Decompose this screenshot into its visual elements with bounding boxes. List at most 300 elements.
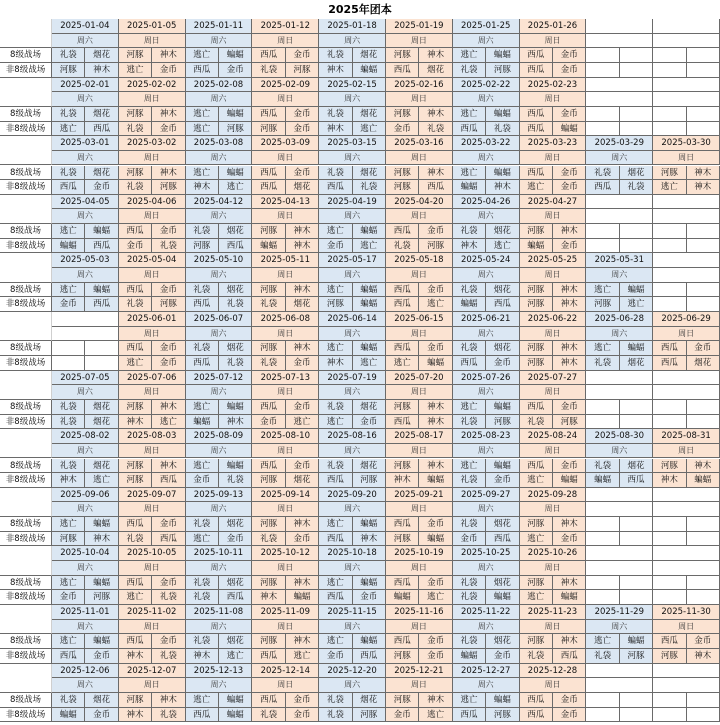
- weekday-cell: 周日: [119, 268, 186, 283]
- tier8-event-cell: 金币: [553, 166, 586, 181]
- non-tier8-event-cell: 蝙蝠: [453, 649, 486, 664]
- non-tier8-event-cell: 河豚: [353, 473, 386, 488]
- tier8-event-cell: 烟花: [219, 283, 252, 298]
- date-cell: 2025-02-22: [453, 78, 520, 93]
- date-cell: 2025-07-26: [453, 371, 520, 386]
- non-tier8-event-cell: 礼袋: [219, 297, 252, 312]
- tier8-event-cell: 河豚: [520, 224, 553, 239]
- tier8-event-cell: 神木: [419, 459, 452, 474]
- tier8-event-cell: 河豚: [520, 634, 553, 649]
- non-tier8-event-cell: 西瓜: [520, 63, 553, 78]
- weekday-cell: 周六: [319, 92, 386, 107]
- non-tier8-event-cell: 逃亡: [85, 473, 118, 488]
- date-cell: 2025-07-06: [119, 371, 186, 386]
- tier8-event-cell: 烟花: [353, 48, 386, 63]
- non-tier8-event-cell: 神木: [85, 63, 118, 78]
- non-tier8-event-cell: 河豚: [353, 708, 386, 723]
- non-tier8-event-cell: 逃亡: [520, 180, 553, 195]
- date-cell: 2025-06-15: [386, 312, 453, 327]
- tier8-event-cell: 神木: [152, 166, 185, 181]
- weekday-cell: 周日: [119, 385, 186, 400]
- tier8-event-cell: 神木: [687, 459, 720, 474]
- tier8-event-cell: 河豚: [252, 341, 285, 356]
- empty-cell: [586, 63, 619, 78]
- tier8-event-cell: 蝙蝠: [85, 576, 118, 591]
- non-tier8-event-cell: 逃亡: [219, 180, 252, 195]
- date-cell: 2025-02-23: [520, 78, 587, 93]
- tier8-event-cell: 金币: [152, 341, 185, 356]
- empty-cell: [586, 400, 619, 415]
- non-tier8-event-cell: 金币: [553, 180, 586, 195]
- non-tier8-event-cell: 礼袋: [486, 122, 519, 137]
- weekday-cell: 周六: [186, 620, 253, 635]
- tier8-event-cell: 逃亡: [52, 517, 85, 532]
- tier8-event-cell: 金币: [553, 693, 586, 708]
- empty-cell: [687, 517, 720, 532]
- date-cell: 2025-09-07: [119, 488, 186, 503]
- tier8-event-cell: 西瓜: [252, 459, 285, 474]
- tier8-event-cell: 西瓜: [252, 166, 285, 181]
- tier8-event-cell: 逃亡: [186, 107, 219, 122]
- tier8-event-cell: 河豚: [653, 459, 686, 474]
- non-tier8-event-cell: 礼袋: [520, 649, 553, 664]
- date-cell: 2025-06-08: [252, 312, 319, 327]
- row-label-tier8: 8级战场: [0, 400, 52, 415]
- non-tier8-event-cell: 礼袋: [252, 297, 285, 312]
- date-cell: 2025-08-02: [52, 429, 119, 444]
- tier8-event-cell: 河豚: [386, 107, 419, 122]
- non-tier8-event-cell: 河豚: [186, 239, 219, 254]
- non-tier8-event-cell: 神木: [419, 415, 452, 430]
- weekday-cell: 周日: [386, 444, 453, 459]
- tier8-event-cell: 神木: [553, 283, 586, 298]
- tier8-event-cell: 烟花: [353, 459, 386, 474]
- non-tier8-event-cell: 河豚: [419, 239, 452, 254]
- non-tier8-event-cell: 蝙蝠: [486, 590, 519, 605]
- non-tier8-event-cell: 金币: [553, 708, 586, 723]
- tier8-event-cell: 神木: [286, 341, 319, 356]
- non-tier8-event-cell: 西瓜: [186, 356, 219, 371]
- tier8-event-cell: 西瓜: [119, 283, 152, 298]
- weekday-cell: 周日: [119, 444, 186, 459]
- empty-cell: [687, 122, 720, 137]
- empty-cell: [620, 400, 653, 415]
- tier8-event-cell: 礼袋: [186, 283, 219, 298]
- non-tier8-event-cell: 西瓜: [219, 590, 252, 605]
- date-cell: 2025-02-08: [186, 78, 253, 93]
- empty-cell: [52, 356, 85, 371]
- non-tier8-event-cell: 烟花: [687, 356, 720, 371]
- date-cell: 2025-10-26: [520, 546, 587, 561]
- non-tier8-event-cell: 河豚: [520, 297, 553, 312]
- empty-cell: [653, 224, 686, 239]
- date-cell: 2025-12-27: [453, 664, 520, 679]
- empty-cell: [653, 268, 720, 283]
- tier8-event-cell: 金币: [553, 48, 586, 63]
- non-tier8-event-cell: 逃亡: [520, 590, 553, 605]
- date-cell: 2025-08-10: [252, 429, 319, 444]
- date-cell: 2025-01-25: [453, 19, 520, 34]
- non-tier8-event-cell: 逃亡: [119, 590, 152, 605]
- non-tier8-event-cell: 神木: [319, 63, 352, 78]
- date-cell: 2025-11-30: [653, 605, 720, 620]
- date-cell: 2025-10-12: [252, 546, 319, 561]
- date-cell: 2025-06-01: [119, 312, 186, 327]
- tier8-event-cell: 河豚: [119, 459, 152, 474]
- empty-cell: [653, 63, 686, 78]
- empty-cell: [586, 693, 619, 708]
- tier8-event-cell: 金币: [419, 224, 452, 239]
- empty-cell: [653, 283, 686, 298]
- non-tier8-event-cell: 逃亡: [286, 415, 319, 430]
- empty-cell: [620, 708, 653, 723]
- non-tier8-event-cell: 礼袋: [152, 708, 185, 723]
- tier8-event-cell: 河豚: [252, 576, 285, 591]
- empty-cell: [653, 92, 720, 107]
- weekday-cell: 周日: [386, 502, 453, 517]
- label-spacer: [0, 605, 52, 634]
- weekday-cell: 周日: [653, 444, 720, 459]
- tier8-event-cell: 逃亡: [319, 634, 352, 649]
- row-label-non-tier8: 非8级战场: [0, 356, 52, 371]
- non-tier8-event-cell: 神木: [353, 532, 386, 547]
- tier8-event-cell: 金币: [152, 283, 185, 298]
- non-tier8-event-cell: 礼袋: [453, 415, 486, 430]
- non-tier8-event-cell: 河豚: [319, 297, 352, 312]
- date-cell: 2025-12-07: [119, 664, 186, 679]
- date-cell: 2025-02-02: [119, 78, 186, 93]
- date-cell: 2025-03-02: [119, 136, 186, 151]
- tier8-event-cell: 金币: [152, 634, 185, 649]
- tier8-event-cell: 西瓜: [520, 48, 553, 63]
- non-tier8-event-cell: 西瓜: [453, 356, 486, 371]
- non-tier8-event-cell: 蝙蝠: [453, 180, 486, 195]
- non-tier8-event-cell: 河豚: [620, 649, 653, 664]
- weekday-cell: 周六: [52, 385, 119, 400]
- non-tier8-event-cell: 西瓜: [319, 532, 352, 547]
- date-cell: 2025-09-14: [252, 488, 319, 503]
- empty-cell: [653, 532, 686, 547]
- empty-cell: [52, 312, 119, 327]
- non-tier8-event-cell: 西瓜: [553, 649, 586, 664]
- non-tier8-event-cell: 蝙蝠: [553, 122, 586, 137]
- date-cell: 2025-11-16: [386, 605, 453, 620]
- tier8-event-cell: 蝙蝠: [219, 107, 252, 122]
- tier8-event-cell: 礼袋: [586, 166, 619, 181]
- tier8-event-cell: 礼袋: [453, 634, 486, 649]
- row-label-non-tier8: 非8级战场: [0, 649, 52, 664]
- non-tier8-event-cell: 河豚: [386, 649, 419, 664]
- tier8-event-cell: 蝙蝠: [219, 166, 252, 181]
- weekday-cell: 周六: [52, 34, 119, 49]
- tier8-event-cell: 蝙蝠: [85, 283, 118, 298]
- non-tier8-event-cell: 西瓜: [453, 122, 486, 137]
- non-tier8-event-cell: 烟花: [286, 297, 319, 312]
- tier8-event-cell: 蝙蝠: [85, 634, 118, 649]
- weekday-cell: 周日: [252, 502, 319, 517]
- non-tier8-event-cell: 蝙蝠: [186, 415, 219, 430]
- non-tier8-event-cell: 蝙蝠: [353, 297, 386, 312]
- date-cell: 2025-09-13: [186, 488, 253, 503]
- empty-cell: [653, 561, 720, 576]
- non-tier8-event-cell: 金币: [486, 473, 519, 488]
- tier8-event-cell: 烟花: [486, 576, 519, 591]
- date-cell: 2025-07-13: [252, 371, 319, 386]
- empty-cell: [586, 34, 653, 49]
- tier8-event-cell: 礼袋: [52, 400, 85, 415]
- date-cell: 2025-10-25: [453, 546, 520, 561]
- non-tier8-event-cell: 礼袋: [52, 415, 85, 430]
- non-tier8-event-cell: 西瓜: [353, 649, 386, 664]
- non-tier8-event-cell: 西瓜: [219, 239, 252, 254]
- tier8-event-cell: 河豚: [252, 517, 285, 532]
- tier8-event-cell: 礼袋: [52, 459, 85, 474]
- non-tier8-event-cell: 金币: [85, 180, 118, 195]
- non-tier8-event-cell: 蝙蝠: [353, 63, 386, 78]
- date-cell: 2025-04-12: [186, 195, 253, 210]
- empty-cell: [653, 590, 686, 605]
- non-tier8-event-cell: 礼袋: [252, 532, 285, 547]
- tier8-event-cell: 烟花: [353, 400, 386, 415]
- empty-cell: [620, 415, 653, 430]
- weekday-cell: 周六: [319, 444, 386, 459]
- tier8-event-cell: 蝙蝠: [353, 517, 386, 532]
- empty-cell: [687, 532, 720, 547]
- empty-cell: [620, 224, 653, 239]
- date-cell: 2025-08-03: [119, 429, 186, 444]
- tier8-event-cell: 烟花: [486, 341, 519, 356]
- weekday-cell: 周六: [319, 327, 386, 342]
- empty-cell: [586, 415, 619, 430]
- non-tier8-event-cell: 蝙蝠: [553, 590, 586, 605]
- non-tier8-event-cell: 神木: [52, 473, 85, 488]
- tier8-event-cell: 逃亡: [319, 283, 352, 298]
- non-tier8-event-cell: 河豚: [52, 532, 85, 547]
- tier8-event-cell: 西瓜: [119, 341, 152, 356]
- non-tier8-event-cell: 西瓜: [186, 297, 219, 312]
- date-cell: 2025-12-20: [319, 664, 386, 679]
- date-cell: 2025-03-01: [52, 136, 119, 151]
- tier8-event-cell: 金币: [687, 341, 720, 356]
- date-cell: 2025-06-29: [653, 312, 720, 327]
- date-cell: 2025-12-13: [186, 664, 253, 679]
- tier8-event-cell: 西瓜: [119, 576, 152, 591]
- empty-cell: [620, 63, 653, 78]
- tier8-event-cell: 河豚: [386, 400, 419, 415]
- tier8-event-cell: 西瓜: [653, 634, 686, 649]
- empty-cell: [586, 517, 619, 532]
- empty-cell: [687, 708, 720, 723]
- row-label-tier8: 8级战场: [0, 576, 52, 591]
- empty-cell: [586, 488, 653, 503]
- tier8-event-cell: 烟花: [486, 634, 519, 649]
- date-cell: 2025-09-20: [319, 488, 386, 503]
- weekday-cell: 周六: [453, 561, 520, 576]
- tier8-event-cell: 神木: [419, 400, 452, 415]
- empty-cell: [586, 532, 619, 547]
- empty-cell: [586, 561, 653, 576]
- non-tier8-event-cell: 逃亡: [353, 356, 386, 371]
- non-tier8-event-cell: 神木: [553, 356, 586, 371]
- non-tier8-event-cell: 蝙蝠: [687, 473, 720, 488]
- tier8-event-cell: 金币: [553, 459, 586, 474]
- non-tier8-event-cell: 金币: [353, 590, 386, 605]
- non-tier8-event-cell: 金币: [319, 649, 352, 664]
- weekday-cell: 周六: [52, 561, 119, 576]
- empty-cell: [620, 576, 653, 591]
- tier8-event-cell: 礼袋: [52, 166, 85, 181]
- weekday-cell: 周日: [386, 92, 453, 107]
- date-cell: 2025-04-19: [319, 195, 386, 210]
- non-tier8-event-cell: 逃亡: [219, 649, 252, 664]
- tier8-event-cell: 礼袋: [186, 634, 219, 649]
- empty-cell: [586, 209, 653, 224]
- non-tier8-event-cell: 金币: [553, 239, 586, 254]
- non-tier8-event-cell: 西瓜: [85, 297, 118, 312]
- tier8-event-cell: 蝙蝠: [219, 48, 252, 63]
- weekday-cell: 周日: [386, 561, 453, 576]
- empty-cell: [687, 107, 720, 122]
- non-tier8-event-cell: 神木: [286, 239, 319, 254]
- empty-cell: [687, 283, 720, 298]
- tier8-event-cell: 逃亡: [453, 400, 486, 415]
- weekday-cell: 周日: [119, 151, 186, 166]
- empty-cell: [653, 415, 686, 430]
- non-tier8-event-cell: 礼袋: [453, 63, 486, 78]
- date-cell: 2025-04-20: [386, 195, 453, 210]
- non-tier8-event-cell: 逃亡: [319, 415, 352, 430]
- weekday-cell: 周六: [453, 385, 520, 400]
- non-tier8-event-cell: 金币: [486, 356, 519, 371]
- tier8-event-cell: 逃亡: [52, 634, 85, 649]
- weekday-cell: 周日: [252, 620, 319, 635]
- non-tier8-event-cell: 金币: [52, 297, 85, 312]
- tier8-event-cell: 蝙蝠: [85, 224, 118, 239]
- empty-cell: [653, 502, 720, 517]
- tier8-event-cell: 河豚: [386, 459, 419, 474]
- empty-cell: [653, 297, 686, 312]
- tier8-event-cell: 逃亡: [186, 459, 219, 474]
- non-tier8-event-cell: 河豚: [386, 180, 419, 195]
- non-tier8-event-cell: 河豚: [152, 180, 185, 195]
- date-cell: 2025-12-28: [520, 664, 587, 679]
- empty-cell: [586, 385, 653, 400]
- date-cell: 2025-04-13: [252, 195, 319, 210]
- weekday-cell: 周日: [119, 620, 186, 635]
- non-tier8-event-cell: 金币: [85, 708, 118, 723]
- tier8-event-cell: 逃亡: [319, 341, 352, 356]
- non-tier8-event-cell: 西瓜: [186, 63, 219, 78]
- label-spacer: [0, 546, 52, 575]
- weekday-cell: 周六: [319, 268, 386, 283]
- empty-cell: [653, 78, 720, 93]
- empty-cell: [620, 532, 653, 547]
- label-spacer: [0, 664, 52, 693]
- weekday-cell: 周六: [453, 502, 520, 517]
- non-tier8-event-cell: 烟花: [419, 63, 452, 78]
- row-label-tier8: 8级战场: [0, 166, 52, 181]
- non-tier8-event-cell: 金币: [219, 63, 252, 78]
- tier8-event-cell: 河豚: [520, 576, 553, 591]
- weekday-cell: 周六: [186, 678, 253, 693]
- tier8-event-cell: 河豚: [119, 166, 152, 181]
- row-label-non-tier8: 非8级战场: [0, 473, 52, 488]
- non-tier8-event-cell: 河豚: [85, 590, 118, 605]
- non-tier8-event-cell: 金币: [286, 356, 319, 371]
- date-cell: 2025-03-08: [186, 136, 253, 151]
- tier8-event-cell: 金币: [419, 576, 452, 591]
- tier8-event-cell: 神木: [553, 517, 586, 532]
- tier8-event-cell: 神木: [553, 576, 586, 591]
- empty-cell: [687, 400, 720, 415]
- tier8-event-cell: 神木: [286, 517, 319, 532]
- non-tier8-event-cell: 西瓜: [620, 473, 653, 488]
- non-tier8-event-cell: 蝙蝠: [286, 590, 319, 605]
- date-cell: 2025-10-18: [319, 546, 386, 561]
- date-cell: 2025-08-23: [453, 429, 520, 444]
- non-tier8-event-cell: 金币: [453, 532, 486, 547]
- tier8-event-cell: 神木: [286, 576, 319, 591]
- tier8-event-cell: 神木: [419, 166, 452, 181]
- date-cell: 2025-04-27: [520, 195, 587, 210]
- non-tier8-event-cell: 河豚: [152, 297, 185, 312]
- date-cell: 2025-08-31: [653, 429, 720, 444]
- date-cell: 2025-02-09: [252, 78, 319, 93]
- non-tier8-event-cell: 礼袋: [453, 590, 486, 605]
- weekday-cell: 周日: [520, 678, 587, 693]
- tier8-event-cell: 逃亡: [186, 48, 219, 63]
- non-tier8-event-cell: 蝙蝠: [386, 590, 419, 605]
- empty-cell: [687, 239, 720, 254]
- tier8-event-cell: 神木: [419, 107, 452, 122]
- empty-cell: [586, 502, 653, 517]
- non-tier8-event-cell: 礼袋: [119, 180, 152, 195]
- non-tier8-event-cell: 逃亡: [419, 297, 452, 312]
- tier8-event-cell: 逃亡: [186, 166, 219, 181]
- non-tier8-event-cell: 金币: [286, 708, 319, 723]
- label-spacer: [0, 429, 52, 458]
- row-label-tier8: 8级战场: [0, 341, 52, 356]
- tier8-event-cell: 金币: [553, 400, 586, 415]
- non-tier8-event-cell: 金币: [553, 532, 586, 547]
- tier8-event-cell: 神木: [152, 693, 185, 708]
- date-cell: 2025-05-17: [319, 253, 386, 268]
- non-tier8-event-cell: 西瓜: [486, 532, 519, 547]
- non-tier8-event-cell: 西瓜: [152, 532, 185, 547]
- non-tier8-event-cell: 金币: [85, 649, 118, 664]
- weekday-cell: 周日: [386, 151, 453, 166]
- date-cell: 2025-10-05: [119, 546, 186, 561]
- tier8-event-cell: 神木: [553, 341, 586, 356]
- date-cell: 2025-05-18: [386, 253, 453, 268]
- date-cell: 2025-12-14: [252, 664, 319, 679]
- empty-cell: [586, 678, 653, 693]
- empty-cell: [52, 341, 85, 356]
- empty-cell: [687, 297, 720, 312]
- non-tier8-event-cell: 金币: [353, 415, 386, 430]
- non-tier8-event-cell: 神木: [319, 122, 352, 137]
- tier8-event-cell: 金币: [286, 107, 319, 122]
- non-tier8-event-cell: 金币: [152, 122, 185, 137]
- tier8-event-cell: 礼袋: [453, 517, 486, 532]
- date-cell: 2025-03-16: [386, 136, 453, 151]
- date-cell: 2025-07-19: [319, 371, 386, 386]
- non-tier8-event-cell: 蝙蝠: [453, 297, 486, 312]
- date-cell: 2025-09-06: [52, 488, 119, 503]
- tier8-event-cell: 河豚: [520, 341, 553, 356]
- date-cell: 2025-08-16: [319, 429, 386, 444]
- tier8-event-cell: 礼袋: [319, 166, 352, 181]
